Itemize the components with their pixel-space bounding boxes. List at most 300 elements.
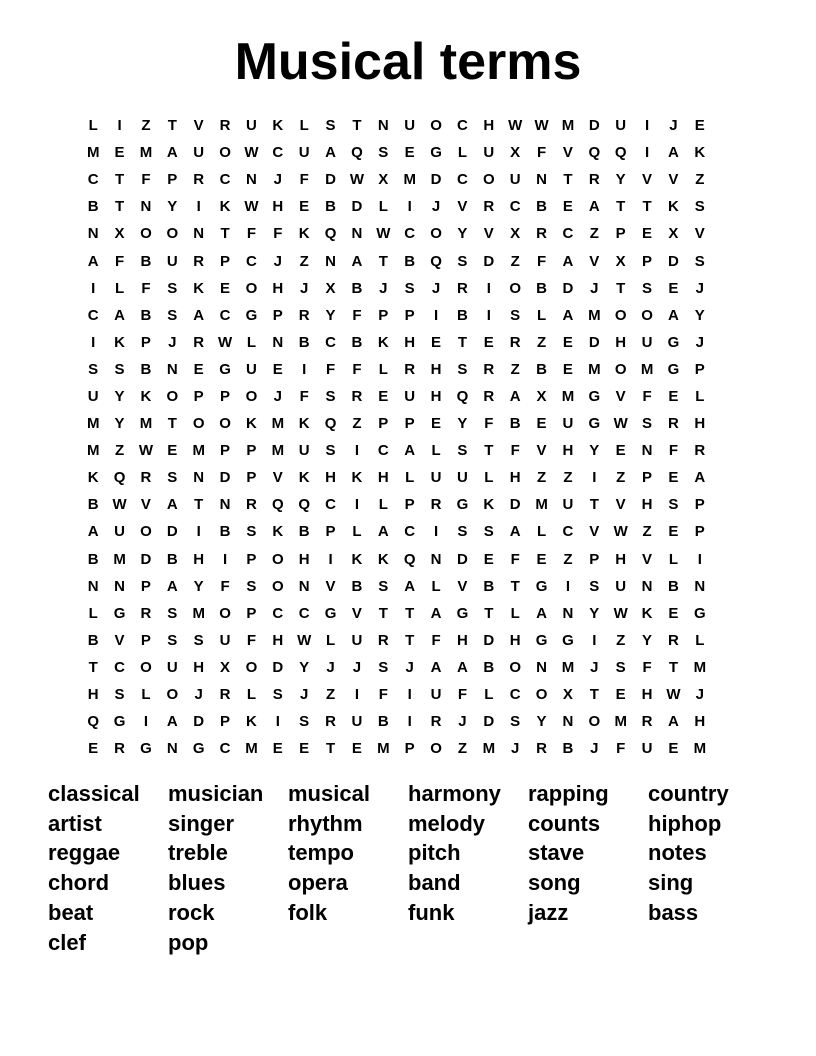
grid-letter[interactable]: R [483,360,495,378]
grid-letter[interactable]: D [668,252,679,270]
grid-letter[interactable]: I [222,550,228,568]
grid-letter[interactable]: F [220,577,230,595]
grid-letter[interactable]: P [246,442,257,460]
grid-letter[interactable]: H [325,469,336,487]
grid-letter[interactable]: F [510,550,520,568]
grid-letter[interactable]: O [509,279,522,297]
grid-letter[interactable]: A [588,198,600,216]
grid-letter[interactable]: G [667,360,680,378]
grid-letter[interactable]: E [114,144,125,162]
grid-letter[interactable]: A [668,713,679,731]
grid-letter[interactable]: D [272,658,284,676]
grid-letter[interactable]: M [245,740,258,758]
grid-letter[interactable]: K [246,713,257,731]
grid-letter[interactable]: N [536,658,547,676]
grid-letter[interactable]: Q [324,415,337,433]
grid-letter[interactable]: W [534,117,549,135]
grid-letter[interactable]: R [404,360,416,378]
grid-letter[interactable]: Z [299,252,309,270]
grid-letter[interactable]: B [351,279,363,297]
grid-letter[interactable]: S [378,577,389,595]
grid-letter[interactable]: E [431,333,442,351]
grid-letter[interactable]: F [246,225,257,243]
grid-letter[interactable]: I [196,198,201,216]
grid-letter[interactable]: P [167,171,178,189]
grid-letter[interactable]: N [694,577,706,595]
grid-letter[interactable]: E [272,740,283,758]
grid-letter[interactable]: R [219,117,231,135]
grid-letter[interactable]: N [430,550,442,568]
grid-letter[interactable]: E [483,550,494,568]
grid-letter[interactable]: W [613,604,628,622]
grid-letter[interactable]: A [536,604,547,622]
grid-letter[interactable]: G [113,604,126,622]
grid-letter[interactable]: X [668,225,679,243]
grid-letter[interactable]: T [484,604,494,622]
grid-letter[interactable]: E [220,279,231,297]
grid-letter[interactable]: N [298,577,310,595]
grid-letter[interactable]: R [430,713,442,731]
grid-letter[interactable]: S [378,658,389,676]
grid-letter[interactable]: P [246,550,257,568]
grid-letter[interactable]: H [404,333,416,351]
grid-letter[interactable]: R [351,387,363,405]
grid-letter[interactable]: F [484,415,494,433]
grid-letter[interactable]: Z [325,686,336,704]
grid-letter[interactable]: D [140,550,152,568]
grid-letter[interactable]: I [407,198,412,216]
grid-letter[interactable]: N [641,442,653,460]
grid-letter[interactable]: A [114,306,125,324]
grid-letter[interactable]: E [615,442,626,460]
grid-letter[interactable]: S [404,279,415,297]
grid-letter[interactable]: D [588,117,600,135]
grid-letter[interactable]: V [272,469,283,487]
grid-letter[interactable]: O [535,686,548,704]
grid-letter[interactable]: K [641,604,653,622]
grid-letter[interactable]: N [562,604,574,622]
grid-letter[interactable]: F [325,360,336,378]
grid-letter[interactable]: O [219,144,231,162]
grid-letter[interactable]: V [193,117,204,135]
grid-letter[interactable]: Z [616,469,626,487]
grid-letter[interactable]: J [669,117,678,135]
grid-letter[interactable]: U [351,713,363,731]
grid-letter[interactable]: A [562,306,574,324]
grid-letter[interactable]: V [642,550,653,568]
grid-letter[interactable]: Y [325,306,336,324]
grid-letter[interactable]: P [246,469,257,487]
grid-letter[interactable]: U [404,117,416,135]
grid-letter[interactable]: D [219,469,231,487]
grid-letter[interactable]: Q [430,252,442,270]
grid-letter[interactable]: P [193,387,204,405]
grid-letter[interactable]: G [324,604,337,622]
grid-letter[interactable]: L [405,469,415,487]
grid-letter[interactable]: N [140,198,152,216]
grid-letter[interactable]: B [166,550,178,568]
grid-letter[interactable]: A [694,469,706,487]
grid-letter[interactable]: O [140,225,152,243]
grid-letter[interactable]: M [614,713,627,731]
grid-letter[interactable]: S [642,415,653,433]
grid-letter[interactable]: K [377,333,389,351]
grid-letter[interactable]: S [167,469,178,487]
grid-letter[interactable]: R [140,469,152,487]
grid-letter[interactable]: P [378,306,389,324]
grid-letter[interactable]: F [642,387,652,405]
grid-letter[interactable]: E [351,740,362,758]
grid-letter[interactable]: L [141,686,151,704]
grid-letter[interactable]: R [325,713,336,731]
grid-letter[interactable]: P [220,387,231,405]
grid-letter[interactable]: Z [457,740,468,758]
grid-letter[interactable]: D [325,171,336,189]
grid-letter[interactable]: J [590,658,599,676]
grid-letter[interactable]: T [167,117,177,135]
grid-letter[interactable]: V [457,577,468,595]
grid-letter[interactable]: L [484,686,494,704]
grid-letter[interactable]: Y [642,631,653,649]
grid-letter[interactable]: W [244,144,259,162]
grid-letter[interactable]: K [298,469,310,487]
grid-letter[interactable]: U [641,333,653,351]
grid-letter[interactable]: M [86,442,100,460]
grid-letter[interactable]: Y [457,415,468,433]
grid-letter[interactable]: N [166,740,178,758]
grid-letter[interactable]: C [325,496,336,514]
grid-letter[interactable]: S [88,360,99,378]
grid-letter[interactable]: J [300,686,309,704]
grid-letter[interactable]: N [377,117,389,135]
grid-letter[interactable]: H [615,333,627,351]
grid-letter[interactable]: P [404,496,415,514]
grid-letter[interactable]: Y [167,198,178,216]
grid-letter[interactable]: B [140,306,152,324]
grid-letter[interactable]: H [272,198,284,216]
grid-letter[interactable]: C [509,198,521,216]
grid-letter[interactable]: N [272,333,284,351]
grid-letter[interactable]: W [217,333,233,351]
grid-letter[interactable]: O [614,306,627,324]
grid-letter[interactable]: B [351,577,363,595]
grid-letter[interactable]: V [536,442,547,460]
grid-letter[interactable]: Z [536,469,547,487]
grid-letter[interactable]: U [562,415,574,433]
grid-letter[interactable]: J [590,740,599,758]
grid-letter[interactable]: F [378,686,388,704]
grid-letter[interactable]: Y [615,171,626,189]
grid-letter[interactable]: N [166,360,178,378]
grid-letter[interactable]: E [431,415,442,433]
grid-letter[interactable]: Q [113,469,126,487]
grid-letter[interactable]: M [561,387,575,405]
grid-letter[interactable]: Z [510,360,520,378]
grid-letter[interactable]: S [246,577,257,595]
grid-letter[interactable]: P [694,523,705,541]
grid-letter[interactable]: F [616,740,626,758]
grid-letter[interactable]: E [299,198,310,216]
grid-letter[interactable]: J [405,658,414,676]
grid-letter[interactable]: B [87,496,99,514]
grid-letter[interactable]: F [510,442,520,460]
grid-letter[interactable]: I [486,279,491,297]
grid-letter[interactable]: F [352,360,362,378]
grid-letter[interactable]: C [404,225,416,243]
grid-letter[interactable]: T [484,442,494,460]
grid-letter[interactable]: J [695,686,704,704]
grid-letter[interactable]: J [273,171,282,189]
grid-letter[interactable]: L [114,279,125,297]
grid-letter[interactable]: I [354,496,360,514]
grid-letter[interactable]: A [166,577,178,595]
grid-letter[interactable]: V [694,225,705,243]
grid-letter[interactable]: K [140,387,152,405]
grid-letter[interactable]: K [246,415,257,433]
grid-letter[interactable]: I [407,686,412,704]
grid-letter[interactable]: P [140,631,151,649]
grid-letter[interactable]: O [140,523,152,541]
grid-letter[interactable]: A [430,604,442,622]
grid-letter[interactable]: A [325,144,336,162]
grid-letter[interactable]: S [457,442,468,460]
grid-letter[interactable]: H [298,550,310,568]
grid-letter[interactable]: T [589,496,599,514]
grid-letter[interactable]: D [562,279,574,297]
grid-letter[interactable]: L [378,360,388,378]
grid-letter[interactable]: K [193,279,205,297]
grid-letter[interactable]: R [430,496,442,514]
grid-letter[interactable]: E [668,387,679,405]
grid-letter[interactable]: S [510,713,521,731]
grid-letter[interactable]: H [377,469,389,487]
grid-letter[interactable]: T [378,604,388,622]
grid-letter[interactable]: W [244,198,259,216]
grid-letter[interactable]: P [246,604,257,622]
grid-letter[interactable]: E [668,740,679,758]
grid-letter[interactable]: Q [271,496,284,514]
grid-letter[interactable]: U [87,387,99,405]
grid-letter[interactable]: G [588,387,601,405]
grid-letter[interactable]: J [300,279,309,297]
grid-letter[interactable]: M [271,415,285,433]
grid-letter[interactable]: G [588,415,601,433]
grid-letter[interactable]: U [219,631,231,649]
grid-letter[interactable]: H [641,686,653,704]
grid-letter[interactable]: A [509,523,521,541]
grid-letter[interactable]: R [588,171,600,189]
grid-letter[interactable]: E [668,279,679,297]
grid-letter[interactable]: C [87,171,99,189]
grid-letter[interactable]: E [299,740,310,758]
grid-letter[interactable]: V [351,604,362,622]
grid-letter[interactable]: S [668,496,679,514]
grid-letter[interactable]: A [457,658,468,676]
grid-letter[interactable]: O [245,658,258,676]
grid-letter[interactable]: P [220,252,231,270]
grid-letter[interactable]: U [430,686,442,704]
grid-letter[interactable]: O [166,225,179,243]
grid-letter[interactable]: D [166,523,178,541]
grid-letter[interactable]: O [430,117,442,135]
grid-letter[interactable]: Z [114,442,125,460]
grid-letter[interactable]: I [354,442,360,460]
grid-letter[interactable]: I [433,523,439,541]
grid-letter[interactable]: D [483,713,495,731]
grid-letter[interactable]: U [509,171,521,189]
grid-letter[interactable]: B [140,360,152,378]
grid-letter[interactable]: H [272,631,284,649]
grid-letter[interactable]: I [592,469,597,487]
grid-letter[interactable]: T [114,171,125,189]
grid-letter[interactable]: Y [457,225,468,243]
grid-letter[interactable]: D [351,198,363,216]
grid-letter[interactable]: M [561,658,575,676]
grid-letter[interactable]: L [325,631,336,649]
grid-letter[interactable]: W [613,415,628,433]
grid-letter[interactable]: S [167,279,178,297]
grid-letter[interactable]: U [246,117,257,135]
grid-letter[interactable]: U [351,631,363,649]
grid-letter[interactable]: Z [536,333,547,351]
grid-letter[interactable]: M [640,360,654,378]
grid-letter[interactable]: B [377,713,389,731]
grid-letter[interactable]: T [167,415,177,433]
grid-letter[interactable]: E [615,686,626,704]
grid-letter[interactable]: U [166,252,178,270]
grid-letter[interactable]: M [561,117,575,135]
grid-letter[interactable]: K [377,550,389,568]
grid-letter[interactable]: F [299,387,309,405]
grid-letter[interactable]: L [484,469,494,487]
grid-letter[interactable]: S [615,658,626,676]
grid-letter[interactable]: W [613,523,628,541]
grid-letter[interactable]: T [352,117,362,135]
grid-letter[interactable]: M [86,144,100,162]
grid-letter[interactable]: I [91,333,96,351]
grid-letter[interactable]: C [219,306,231,324]
grid-letter[interactable]: O [588,713,601,731]
grid-letter[interactable]: C [377,442,389,460]
grid-letter[interactable]: C [87,306,99,324]
grid-letter[interactable]: N [219,496,231,514]
grid-letter[interactable]: M [588,306,601,324]
grid-letter[interactable]: V [562,144,573,162]
grid-letter[interactable]: L [536,523,547,541]
grid-letter[interactable]: S [378,144,389,162]
grid-letter[interactable]: L [88,604,98,622]
grid-letter[interactable]: X [615,252,626,270]
grid-letter[interactable]: O [509,658,522,676]
grid-letter[interactable]: P [325,523,336,541]
grid-letter[interactable]: L [299,117,309,135]
grid-letter[interactable]: E [642,225,653,243]
grid-letter[interactable]: F [457,686,468,704]
grid-letter[interactable]: W [349,171,365,189]
grid-letter[interactable]: F [536,144,547,162]
grid-letter[interactable]: J [273,387,282,405]
grid-letter[interactable]: K [694,144,706,162]
grid-letter[interactable]: G [219,360,231,378]
grid-letter[interactable]: I [592,631,597,649]
grid-letter[interactable]: H [562,442,574,460]
grid-letter[interactable]: G [456,496,469,514]
grid-letter[interactable]: L [431,442,441,460]
grid-letter[interactable]: Y [536,713,547,731]
grid-letter[interactable]: Z [510,252,520,270]
grid-letter[interactable]: R [114,740,125,758]
grid-letter[interactable]: Q [456,387,469,405]
grid-letter[interactable]: H [457,631,468,649]
grid-letter[interactable]: M [86,415,100,433]
grid-letter[interactable]: L [510,604,520,622]
grid-letter[interactable]: M [192,604,205,622]
grid-letter[interactable]: L [457,144,468,162]
grid-letter[interactable]: P [404,306,415,324]
grid-letter[interactable]: E [404,144,415,162]
grid-letter[interactable]: T [405,631,415,649]
grid-letter[interactable]: T [220,225,230,243]
grid-letter[interactable]: R [483,198,495,216]
grid-letter[interactable]: L [431,577,441,595]
grid-letter[interactable]: N [87,577,99,595]
grid-letter[interactable]: E [272,360,283,378]
grid-letter[interactable]: Z [563,469,573,487]
grid-letter[interactable]: S [167,631,178,649]
grid-letter[interactable]: Z [642,523,652,541]
grid-letter[interactable]: Q [324,225,337,243]
grid-letter[interactable]: O [641,306,653,324]
grid-letter[interactable]: B [457,306,468,324]
grid-letter[interactable]: N [562,713,574,731]
grid-letter[interactable]: M [693,658,707,676]
grid-letter[interactable]: B [325,198,336,216]
grid-letter[interactable]: I [644,144,650,162]
grid-letter[interactable]: U [483,144,495,162]
grid-letter[interactable]: H [509,469,521,487]
grid-letter[interactable]: U [114,523,125,541]
grid-letter[interactable]: R [193,333,205,351]
grid-letter[interactable]: A [166,713,178,731]
grid-letter[interactable]: A [668,306,679,324]
grid-letter[interactable]: L [378,496,388,514]
grid-letter[interactable]: U [562,496,574,514]
grid-letter[interactable]: U [193,144,205,162]
grid-letter[interactable]: Z [141,117,151,135]
grid-letter[interactable]: C [219,740,231,758]
grid-letter[interactable]: E [483,333,494,351]
grid-letter[interactable]: O [140,658,152,676]
grid-letter[interactable]: P [404,740,415,758]
grid-letter[interactable]: L [668,550,679,568]
grid-letter[interactable]: K [87,469,99,487]
grid-letter[interactable]: F [141,279,151,297]
grid-letter[interactable]: U [641,740,653,758]
grid-letter[interactable]: S [589,577,600,595]
grid-letter[interactable]: G [140,740,152,758]
grid-letter[interactable]: B [298,333,310,351]
grid-letter[interactable]: R [377,631,389,649]
grid-letter[interactable]: R [668,631,679,649]
grid-letter[interactable]: A [404,442,416,460]
grid-letter[interactable]: I [697,550,702,568]
grid-letter[interactable]: Q [351,144,363,162]
grid-letter[interactable]: M [192,442,205,460]
grid-letter[interactable]: B [536,279,547,297]
grid-letter[interactable]: U [615,577,627,595]
grid-letter[interactable]: P [642,252,653,270]
grid-letter[interactable]: D [457,550,468,568]
